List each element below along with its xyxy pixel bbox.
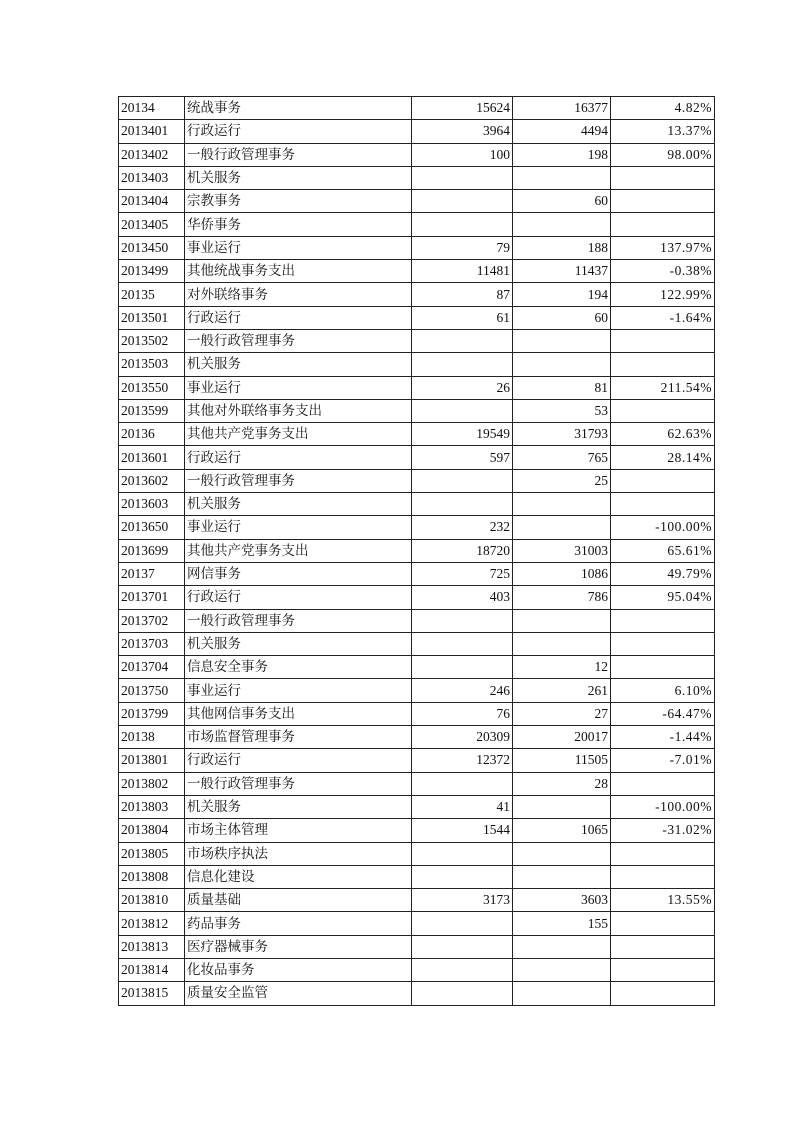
- change-rate-cell: [611, 912, 715, 935]
- current-amount-cell: 60: [513, 190, 611, 213]
- prior-amount-cell: 26: [412, 376, 513, 399]
- table-row: [119, 399, 715, 422]
- current-amount-cell: 20017: [513, 726, 611, 749]
- change-rate-cell: 28.14%: [611, 446, 715, 469]
- change-rate-cell: [611, 958, 715, 981]
- subject-name-cell: 化妆品事务: [185, 958, 412, 981]
- current-amount-cell: [513, 935, 611, 958]
- prior-amount-cell: [412, 772, 513, 795]
- current-amount-cell: [513, 609, 611, 632]
- current-amount-cell: [513, 166, 611, 189]
- change-rate-cell: 6.10%: [611, 679, 715, 702]
- prior-amount-cell: [412, 609, 513, 632]
- current-amount-cell: 11505: [513, 749, 611, 772]
- table-row: [119, 702, 715, 725]
- prior-amount-cell: [412, 353, 513, 376]
- subject-code-cell: 20137: [119, 562, 185, 585]
- subject-name-cell: 机关服务: [185, 353, 412, 376]
- table-row: [119, 493, 715, 516]
- subject-code-cell: 2013405: [119, 213, 185, 236]
- current-amount-cell: 188: [513, 236, 611, 259]
- prior-amount-cell: 19549: [412, 423, 513, 446]
- current-amount-cell: 60: [513, 306, 611, 329]
- subject-code-cell: 2013750: [119, 679, 185, 702]
- subject-code-cell: 2013502: [119, 329, 185, 352]
- subject-name-cell: 行政运行: [185, 749, 412, 772]
- subject-name-cell: 行政运行: [185, 306, 412, 329]
- subject-name-cell: 质量安全监管: [185, 982, 412, 1005]
- current-amount-cell: [513, 516, 611, 539]
- change-rate-cell: 98.00%: [611, 143, 715, 166]
- subject-code-cell: 2013499: [119, 260, 185, 283]
- current-amount-cell: [513, 982, 611, 1005]
- change-rate-cell: [611, 213, 715, 236]
- subject-name-cell: 药品事务: [185, 912, 412, 935]
- subject-code-cell: 2013802: [119, 772, 185, 795]
- table-row: [119, 353, 715, 376]
- subject-code-cell: 2013808: [119, 865, 185, 888]
- table-row: [119, 562, 715, 585]
- subject-name-cell: 其他对外联络事务支出: [185, 399, 412, 422]
- table-row: [119, 865, 715, 888]
- prior-amount-cell: [412, 842, 513, 865]
- change-rate-cell: [611, 656, 715, 679]
- subject-code-cell: 20138: [119, 726, 185, 749]
- prior-amount-cell: 3964: [412, 120, 513, 143]
- change-rate-cell: [611, 982, 715, 1005]
- table-row: [119, 539, 715, 562]
- prior-amount-cell: 15624: [412, 97, 513, 120]
- table-row: [119, 306, 715, 329]
- subject-code-cell: 2013799: [119, 702, 185, 725]
- current-amount-cell: 3603: [513, 889, 611, 912]
- subject-name-cell: 机关服务: [185, 166, 412, 189]
- subject-code-cell: 2013703: [119, 632, 185, 655]
- subject-code-cell: 20134: [119, 97, 185, 120]
- subject-code-cell: 2013599: [119, 399, 185, 422]
- change-rate-cell: [611, 399, 715, 422]
- current-amount-cell: 1065: [513, 819, 611, 842]
- subject-name-cell: 其他统战事务支出: [185, 260, 412, 283]
- current-amount-cell: 11437: [513, 260, 611, 283]
- change-rate-cell: [611, 493, 715, 516]
- current-amount-cell: [513, 795, 611, 818]
- prior-amount-cell: [412, 166, 513, 189]
- subject-code-cell: 2013650: [119, 516, 185, 539]
- prior-amount-cell: [412, 632, 513, 655]
- prior-amount-cell: [412, 469, 513, 492]
- subject-code-cell: 2013814: [119, 958, 185, 981]
- table-row: [119, 679, 715, 702]
- change-rate-cell: -100.00%: [611, 795, 715, 818]
- subject-code-cell: 2013815: [119, 982, 185, 1005]
- table-row: [119, 958, 715, 981]
- change-rate-cell: [611, 190, 715, 213]
- prior-amount-cell: [412, 213, 513, 236]
- change-rate-cell: 62.63%: [611, 423, 715, 446]
- prior-amount-cell: 100: [412, 143, 513, 166]
- prior-amount-cell: 11481: [412, 260, 513, 283]
- subject-name-cell: 事业运行: [185, 679, 412, 702]
- change-rate-cell: -64.47%: [611, 702, 715, 725]
- subject-code-cell: 20136: [119, 423, 185, 446]
- change-rate-cell: [611, 469, 715, 492]
- prior-amount-cell: 87: [412, 283, 513, 306]
- table-row: [119, 97, 715, 120]
- subject-name-cell: 一般行政管理事务: [185, 772, 412, 795]
- subject-code-cell: 2013702: [119, 609, 185, 632]
- change-rate-cell: [611, 772, 715, 795]
- prior-amount-cell: 12372: [412, 749, 513, 772]
- current-amount-cell: 81: [513, 376, 611, 399]
- change-rate-cell: 137.97%: [611, 236, 715, 259]
- table-row: [119, 912, 715, 935]
- table-row: [119, 656, 715, 679]
- prior-amount-cell: 41: [412, 795, 513, 818]
- prior-amount-cell: 597: [412, 446, 513, 469]
- table-row: [119, 516, 715, 539]
- change-rate-cell: -7.01%: [611, 749, 715, 772]
- change-rate-cell: -0.38%: [611, 260, 715, 283]
- table-row: [119, 889, 715, 912]
- change-rate-cell: 65.61%: [611, 539, 715, 562]
- current-amount-cell: [513, 842, 611, 865]
- subject-code-cell: 2013704: [119, 656, 185, 679]
- table-row: [119, 749, 715, 772]
- current-amount-cell: 31003: [513, 539, 611, 562]
- prior-amount-cell: [412, 958, 513, 981]
- subject-name-cell: 信息化建设: [185, 865, 412, 888]
- prior-amount-cell: 403: [412, 586, 513, 609]
- subject-code-cell: 2013699: [119, 539, 185, 562]
- table-row: [119, 143, 715, 166]
- change-rate-cell: 95.04%: [611, 586, 715, 609]
- change-rate-cell: [611, 865, 715, 888]
- subject-name-cell: 宗教事务: [185, 190, 412, 213]
- prior-amount-cell: 3173: [412, 889, 513, 912]
- table-row: [119, 376, 715, 399]
- prior-amount-cell: [412, 399, 513, 422]
- subject-name-cell: 质量基础: [185, 889, 412, 912]
- subject-code-cell: 2013810: [119, 889, 185, 912]
- table-row: [119, 260, 715, 283]
- subject-code-cell: 20135: [119, 283, 185, 306]
- subject-code-cell: 2013450: [119, 236, 185, 259]
- table-row: [119, 329, 715, 352]
- prior-amount-cell: [412, 865, 513, 888]
- prior-amount-cell: 232: [412, 516, 513, 539]
- current-amount-cell: 765: [513, 446, 611, 469]
- table-row: [119, 283, 715, 306]
- prior-amount-cell: 18720: [412, 539, 513, 562]
- table-row: [119, 446, 715, 469]
- table-row: [119, 982, 715, 1005]
- subject-code-cell: 2013701: [119, 586, 185, 609]
- current-amount-cell: [513, 329, 611, 352]
- subject-code-cell: 2013503: [119, 353, 185, 376]
- subject-name-cell: 统战事务: [185, 97, 412, 120]
- change-rate-cell: -1.44%: [611, 726, 715, 749]
- subject-code-cell: 2013801: [119, 749, 185, 772]
- subject-code-cell: 2013813: [119, 935, 185, 958]
- current-amount-cell: 25: [513, 469, 611, 492]
- current-amount-cell: [513, 353, 611, 376]
- change-rate-cell: 13.55%: [611, 889, 715, 912]
- prior-amount-cell: 76: [412, 702, 513, 725]
- table-row: [119, 166, 715, 189]
- current-amount-cell: [513, 958, 611, 981]
- prior-amount-cell: 79: [412, 236, 513, 259]
- change-rate-cell: [611, 329, 715, 352]
- table-row: [119, 469, 715, 492]
- table-row: [119, 632, 715, 655]
- budget-table: [118, 96, 715, 1006]
- change-rate-cell: -100.00%: [611, 516, 715, 539]
- subject-name-cell: 行政运行: [185, 446, 412, 469]
- subject-name-cell: 对外联络事务: [185, 283, 412, 306]
- change-rate-cell: [611, 166, 715, 189]
- change-rate-cell: 49.79%: [611, 562, 715, 585]
- table-row: [119, 423, 715, 446]
- prior-amount-cell: [412, 329, 513, 352]
- subject-name-cell: 市场监督管理事务: [185, 726, 412, 749]
- subject-code-cell: 2013401: [119, 120, 185, 143]
- current-amount-cell: 198: [513, 143, 611, 166]
- change-rate-cell: 13.37%: [611, 120, 715, 143]
- subject-code-cell: 2013803: [119, 795, 185, 818]
- current-amount-cell: 12: [513, 656, 611, 679]
- subject-name-cell: 机关服务: [185, 493, 412, 516]
- current-amount-cell: 28: [513, 772, 611, 795]
- current-amount-cell: 31793: [513, 423, 611, 446]
- subject-name-cell: 事业运行: [185, 516, 412, 539]
- current-amount-cell: [513, 632, 611, 655]
- subject-name-cell: 医疗器械事务: [185, 935, 412, 958]
- prior-amount-cell: [412, 935, 513, 958]
- change-rate-cell: -31.02%: [611, 819, 715, 842]
- prior-amount-cell: 725: [412, 562, 513, 585]
- current-amount-cell: 194: [513, 283, 611, 306]
- subject-code-cell: 2013603: [119, 493, 185, 516]
- change-rate-cell: 122.99%: [611, 283, 715, 306]
- current-amount-cell: 1086: [513, 562, 611, 585]
- current-amount-cell: 155: [513, 912, 611, 935]
- current-amount-cell: 27: [513, 702, 611, 725]
- subject-name-cell: 机关服务: [185, 632, 412, 655]
- table-body: [119, 97, 715, 1006]
- subject-code-cell: 2013404: [119, 190, 185, 213]
- prior-amount-cell: [412, 912, 513, 935]
- current-amount-cell: 786: [513, 586, 611, 609]
- change-rate-cell: [611, 935, 715, 958]
- subject-name-cell: 一般行政管理事务: [185, 469, 412, 492]
- subject-name-cell: 信息安全事务: [185, 656, 412, 679]
- subject-name-cell: 网信事务: [185, 562, 412, 585]
- table-row: [119, 819, 715, 842]
- subject-name-cell: 一般行政管理事务: [185, 609, 412, 632]
- table-row: [119, 586, 715, 609]
- change-rate-cell: [611, 632, 715, 655]
- prior-amount-cell: [412, 190, 513, 213]
- subject-name-cell: 机关服务: [185, 795, 412, 818]
- subject-name-cell: 行政运行: [185, 586, 412, 609]
- table-row: [119, 772, 715, 795]
- subject-name-cell: 其他共产党事务支出: [185, 423, 412, 446]
- prior-amount-cell: [412, 656, 513, 679]
- subject-name-cell: 华侨事务: [185, 213, 412, 236]
- change-rate-cell: [611, 353, 715, 376]
- prior-amount-cell: 61: [412, 306, 513, 329]
- subject-name-cell: 事业运行: [185, 236, 412, 259]
- prior-amount-cell: 246: [412, 679, 513, 702]
- change-rate-cell: 211.54%: [611, 376, 715, 399]
- current-amount-cell: 261: [513, 679, 611, 702]
- current-amount-cell: [513, 493, 611, 516]
- subject-code-cell: 2013501: [119, 306, 185, 329]
- subject-code-cell: 2013812: [119, 912, 185, 935]
- current-amount-cell: 53: [513, 399, 611, 422]
- subject-name-cell: 事业运行: [185, 376, 412, 399]
- subject-name-cell: 一般行政管理事务: [185, 329, 412, 352]
- subject-code-cell: 2013602: [119, 469, 185, 492]
- subject-code-cell: 2013805: [119, 842, 185, 865]
- current-amount-cell: 16377: [513, 97, 611, 120]
- subject-name-cell: 其他共产党事务支出: [185, 539, 412, 562]
- prior-amount-cell: 1544: [412, 819, 513, 842]
- current-amount-cell: 4494: [513, 120, 611, 143]
- table-row: [119, 795, 715, 818]
- subject-code-cell: 2013550: [119, 376, 185, 399]
- subject-name-cell: 市场主体管理: [185, 819, 412, 842]
- table-row: [119, 236, 715, 259]
- subject-name-cell: 其他网信事务支出: [185, 702, 412, 725]
- prior-amount-cell: [412, 493, 513, 516]
- change-rate-cell: -1.64%: [611, 306, 715, 329]
- subject-name-cell: 市场秩序执法: [185, 842, 412, 865]
- subject-code-cell: 2013402: [119, 143, 185, 166]
- change-rate-cell: 4.82%: [611, 97, 715, 120]
- subject-code-cell: 2013403: [119, 166, 185, 189]
- table-row: [119, 120, 715, 143]
- table-row: [119, 609, 715, 632]
- change-rate-cell: [611, 842, 715, 865]
- table-row: [119, 935, 715, 958]
- current-amount-cell: [513, 865, 611, 888]
- table-row: [119, 190, 715, 213]
- subject-name-cell: 行政运行: [185, 120, 412, 143]
- prior-amount-cell: [412, 982, 513, 1005]
- table-row: [119, 213, 715, 236]
- table-row: [119, 842, 715, 865]
- subject-code-cell: 2013601: [119, 446, 185, 469]
- table-row: [119, 726, 715, 749]
- prior-amount-cell: 20309: [412, 726, 513, 749]
- current-amount-cell: [513, 213, 611, 236]
- subject-code-cell: 2013804: [119, 819, 185, 842]
- change-rate-cell: [611, 609, 715, 632]
- subject-name-cell: 一般行政管理事务: [185, 143, 412, 166]
